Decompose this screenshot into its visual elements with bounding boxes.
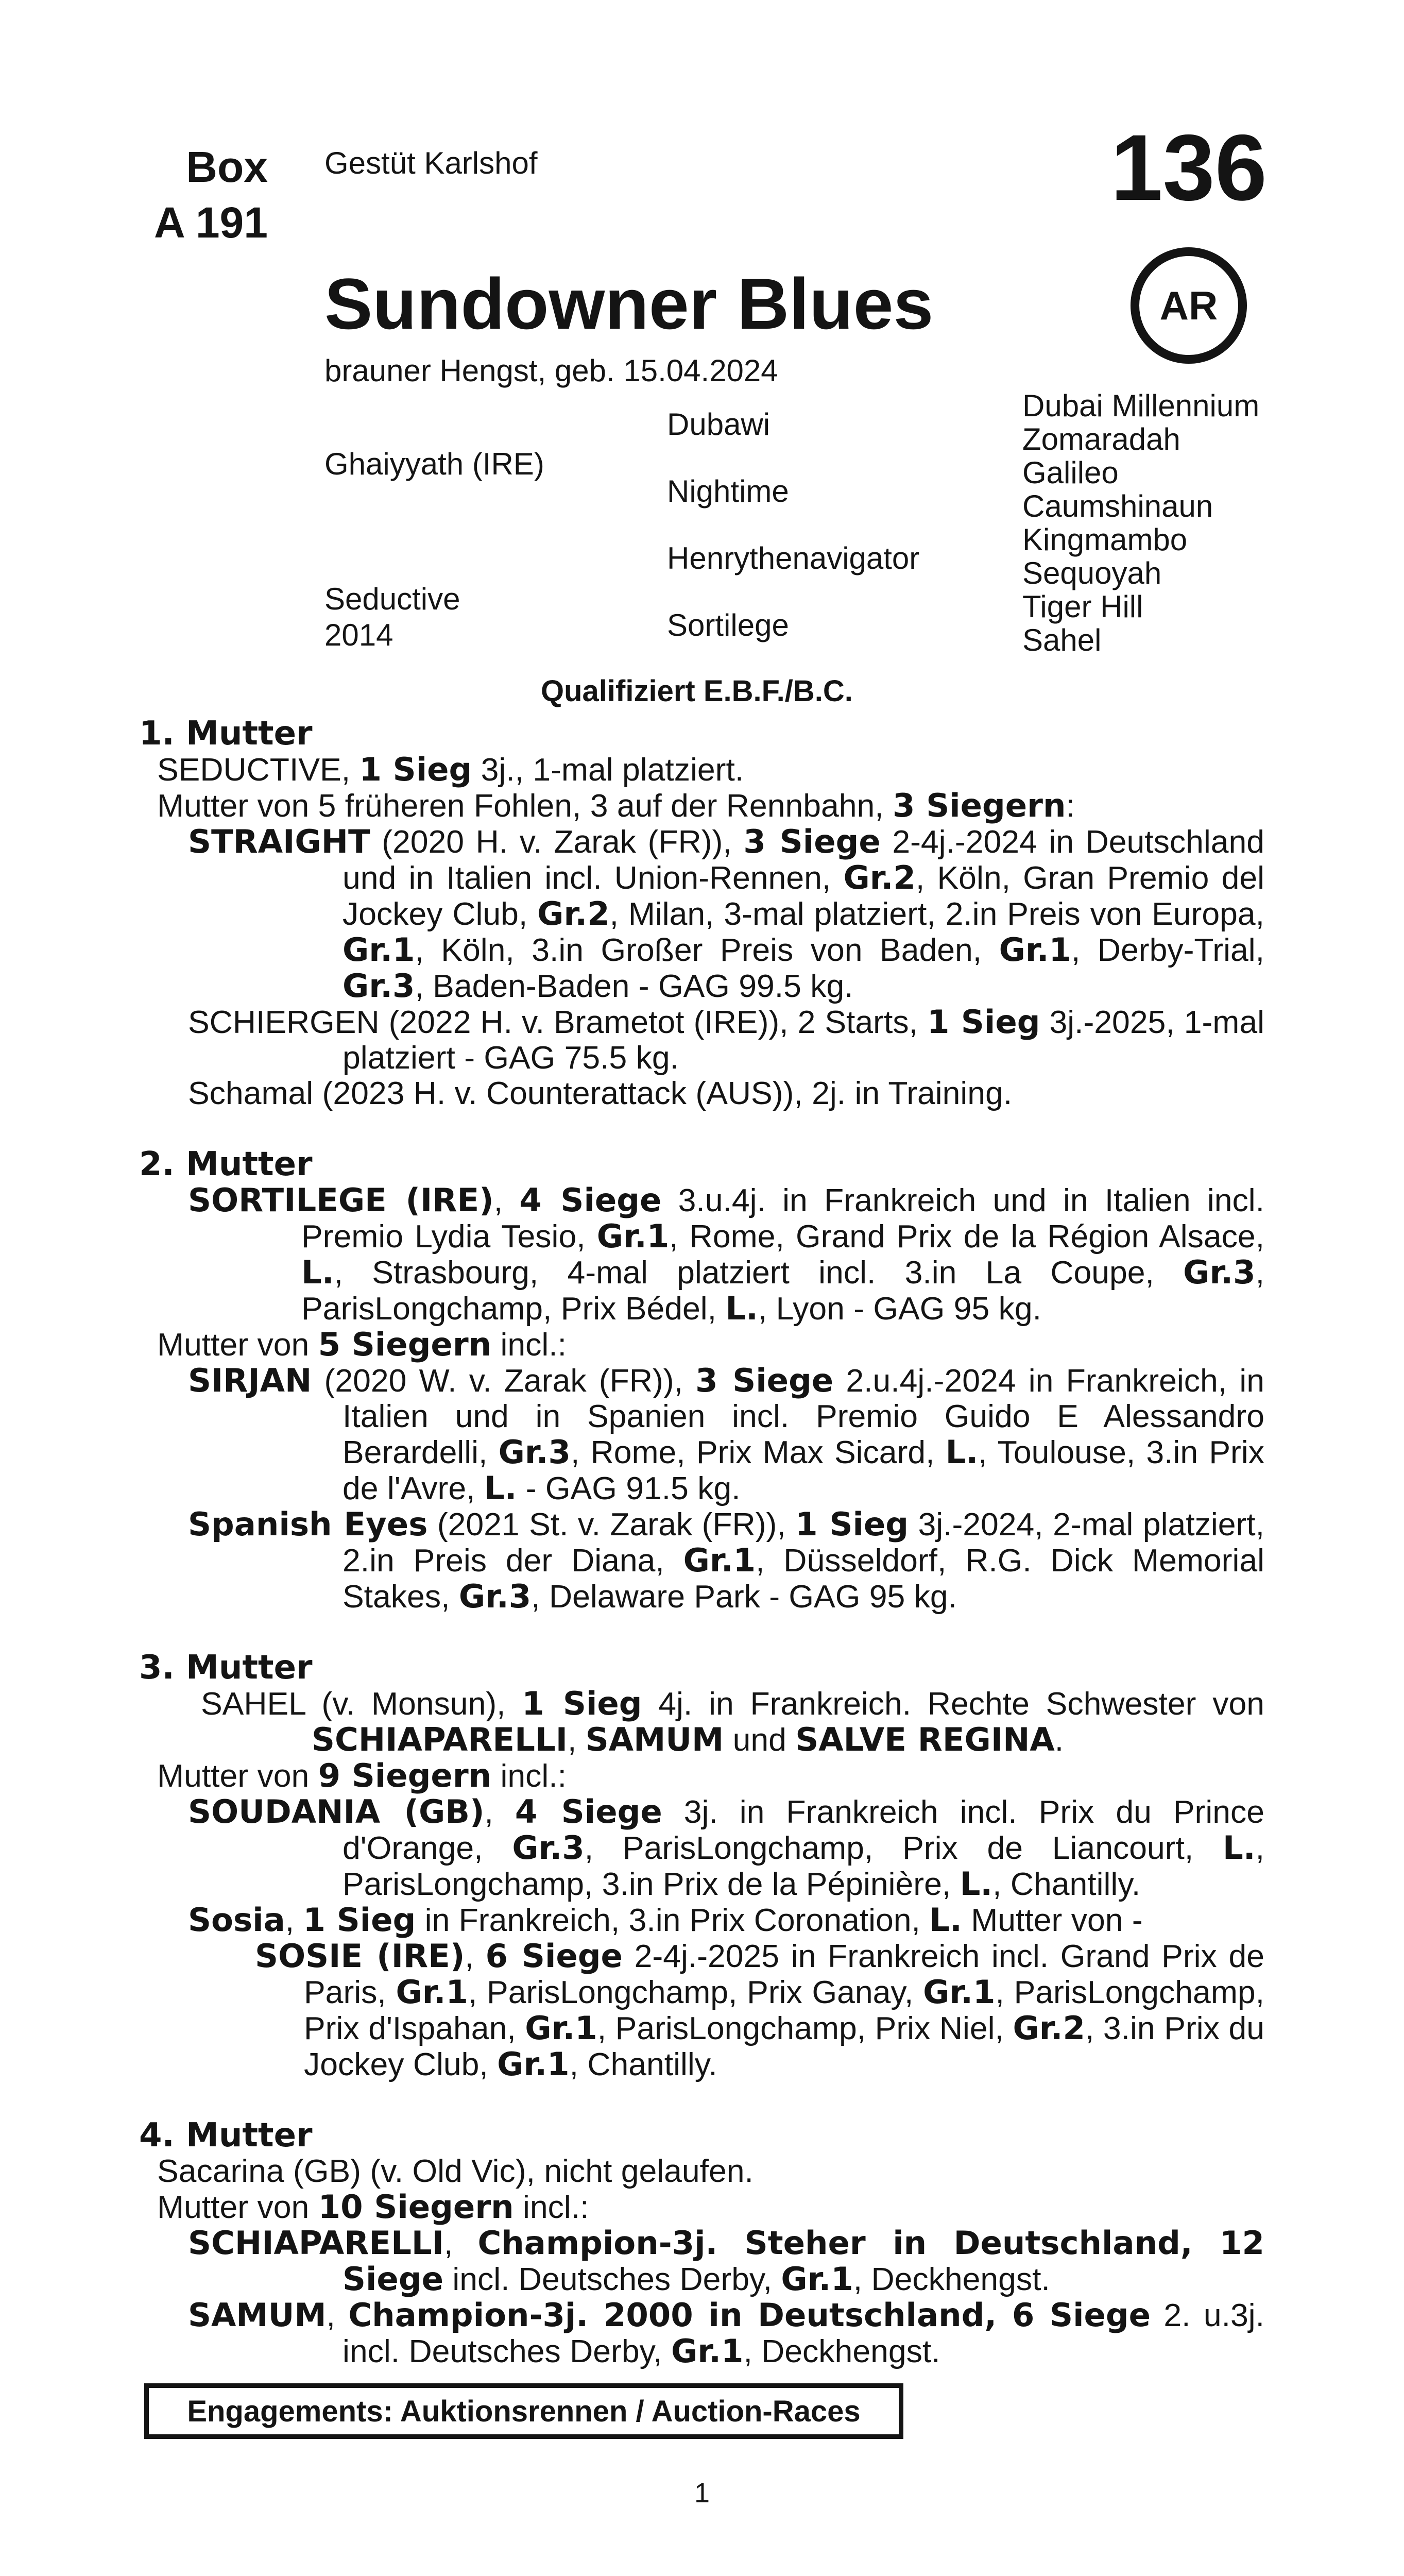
text: , Deckhengst.	[853, 2261, 1050, 2297]
grade: Gr.1	[999, 931, 1072, 969]
horse: SCHIAPARELLI	[188, 2224, 444, 2262]
grade: Gr.1	[343, 931, 415, 969]
pedigree-dam-dam: Sortilege	[667, 608, 789, 642]
grade: Gr.3	[343, 967, 415, 1005]
horse: STRAIGHT	[188, 823, 370, 860]
grade: L.	[725, 1290, 758, 1327]
text: ,	[484, 1794, 515, 1830]
text: (2020 H. v. Zarak (FR)),	[370, 824, 744, 860]
champion-title: Champion-3j. 2000 in Deutschland, 6 Siege	[348, 2296, 1151, 2334]
pedigree-granddam: Nightime	[667, 474, 789, 509]
text: , ParisLongchamp, 3.in Prix de la Pépinière,	[343, 1830, 1264, 1902]
family-text	[139, 716, 1264, 2369]
text: und	[724, 1722, 796, 1758]
text: 2. u.3j. incl. Deutsches Derby,	[343, 2297, 1264, 2369]
text: 3j. in Frankreich incl. Prix du Prince d'Orange,	[343, 1794, 1264, 1866]
text: , ParisLongchamp, Prix de Liancourt,	[584, 1830, 1223, 1866]
grade: Gr.1	[683, 1541, 756, 1579]
text: , Rome, Prix Max Sicard,	[571, 1434, 946, 1470]
text: in Frankreich, 3.in Prix Coronation,	[416, 1902, 930, 1938]
text: , ParisLongchamp, Prix Niel,	[597, 2010, 1013, 2046]
text: 4j. in Frankreich. Rechte Schwester von	[642, 1686, 1264, 1722]
ar-badge: AR	[1131, 247, 1247, 364]
grade: Gr.3	[458, 1578, 532, 1615]
grade: L.	[960, 1865, 993, 1903]
text: ,	[443, 2225, 478, 2261]
breeder: Gestüt Karlshof	[324, 146, 538, 180]
text: SAHEL (v. Monsun),	[201, 1686, 522, 1722]
pedigree-dam: Seductive	[324, 582, 460, 616]
pedigree-grandsire: Dubawi	[667, 407, 771, 442]
section-title-1: 1. Mutter	[139, 715, 313, 753]
text: , Delaware Park - GAG 95 kg.	[531, 1579, 957, 1615]
wins: 3 Siege	[743, 823, 881, 860]
grade: Gr.1	[781, 2260, 853, 2298]
dam-4-line: Sacarina (GB) (v. Old Vic), nicht gelaufen.	[157, 2153, 754, 2189]
ggp-item: Sahel	[1022, 623, 1102, 657]
text: , Lyon - GAG 95 kg.	[758, 1291, 1041, 1327]
text: :	[1066, 788, 1075, 824]
text: , Toulouse, 3.in Prix de l'Avre,	[343, 1434, 1265, 1506]
grade: Gr.2	[1013, 2009, 1085, 2047]
pedigree-great-grandparents	[1022, 389, 1259, 657]
winners: 9 Siegern	[318, 1757, 492, 1794]
text: incl.:	[513, 2189, 589, 2225]
text: , Milan, 3-mal platziert, 2.in Preis von Europa,	[609, 896, 1264, 932]
text: 3j., 1-mal platziert.	[472, 752, 744, 788]
produce-soudania	[139, 1794, 1264, 1902]
text: , Düsseldorf, R.G. Dick Memorial Stakes,	[343, 1543, 1264, 1615]
produce-straight	[139, 824, 1264, 1004]
wins: 4 Siege	[515, 1793, 662, 1831]
horse: SAMUM	[188, 2296, 327, 2334]
winners: 5 Siegern	[318, 1326, 492, 1363]
horse: SAMUM	[585, 1721, 724, 1758]
grade: Gr.1	[497, 2045, 570, 2083]
text: Mutter von -	[962, 1902, 1143, 1938]
produce-intro-1	[139, 788, 1264, 824]
text: , ParisLongchamp, Prix Ganay,	[468, 1974, 923, 2010]
text: ,	[326, 2297, 349, 2333]
text: SEDUCTIVE,	[157, 752, 359, 788]
produce-samum	[139, 2297, 1264, 2369]
text: , Köln, Gran Premio del Jockey Club,	[343, 860, 1264, 932]
ggp-item: Zomaradah	[1022, 422, 1180, 456]
text: , Köln, 3.in Großer Preis von Baden,	[415, 932, 999, 968]
text: , Rome, Grand Prix de la Région Alsace,	[669, 1218, 1264, 1255]
ggp-item: Dubai Millennium	[1022, 388, 1260, 423]
grade: Gr.3	[512, 1829, 585, 1867]
text: SCHIERGEN (2022 H. v. Brametot (IRE)), 2 Starts,	[188, 1004, 927, 1040]
grade: Gr.3	[498, 1433, 571, 1471]
text: Mutter von	[157, 2189, 318, 2225]
text: ,	[285, 1902, 303, 1938]
text: Mutter von	[157, 1758, 318, 1794]
dam-3-line	[139, 1686, 1264, 1758]
text: Mutter von 5 früheren Fohlen, 3 auf der Rennbahn,	[157, 788, 893, 824]
text: 2-4j.-2025 in Frankreich incl. Grand Prix de Paris,	[304, 1938, 1264, 2010]
text: ,	[493, 1182, 520, 1218]
text: (2020 W. v. Zarak (FR)),	[312, 1363, 696, 1399]
text: , Chantilly.	[569, 2046, 717, 2082]
produce-sosie	[139, 1938, 1264, 2082]
wins: 1 Sieg	[927, 1003, 1040, 1041]
wins: 6 Siege	[485, 1937, 623, 1975]
pedigree-sire: Ghaiyyath (IRE)	[324, 447, 544, 481]
text: 3.u.4j. in Frankreich und in Italien incl. Premio Lydia Tesio,	[301, 1182, 1265, 1255]
text: 2.u.4j.-2024 in Frankreich, in Italien und in Spanien incl. Premio Guido E Alessandro Berardelli,	[343, 1363, 1265, 1470]
ggp-item: Galileo	[1022, 455, 1119, 490]
text: .	[1054, 1722, 1064, 1758]
horse-name: Sundowner Blues	[324, 263, 934, 344]
box-label: Box	[186, 143, 268, 191]
dam-2-line	[139, 1182, 1264, 1327]
engagements-box: Engagements: Auktionsrennen / Auction-Races	[144, 2383, 903, 2439]
ggp-item: Caumshinaun	[1022, 489, 1213, 523]
produce-intro-3	[139, 1758, 1264, 1794]
produce-intro-4	[139, 2189, 1264, 2225]
text: incl.:	[491, 1758, 567, 1794]
text: , ParisLongchamp, Prix Bédel,	[301, 1255, 1264, 1327]
text: , Baden-Baden - GAG 99.5 kg.	[415, 968, 853, 1004]
horse: SORTILEGE (IRE)	[188, 1181, 494, 1219]
grade: Gr.1	[923, 1973, 996, 2011]
grade: L.	[945, 1433, 979, 1471]
text: incl. Deutsches Derby,	[443, 2261, 781, 2297]
dam-1-line	[139, 752, 1264, 788]
produce-schiergen	[139, 1004, 1264, 1076]
horse: Spanish Eyes	[188, 1505, 428, 1543]
section-title-3: 3. Mutter	[139, 1649, 313, 1687]
horse: SOSIE (IRE)	[255, 1937, 465, 1975]
grade: Gr.1	[596, 1217, 670, 1255]
page-number: 1	[694, 2478, 710, 2509]
ggp-item: Sequoyah	[1022, 556, 1162, 590]
text: ,	[567, 1722, 586, 1758]
qualification: Qualifiziert E.B.F./B.C.	[541, 674, 853, 708]
horse: SOUDANIA (GB)	[188, 1793, 485, 1831]
horse-description: brauner Hengst, geb. 15.04.2024	[324, 353, 778, 388]
grade: Gr.3	[1183, 1253, 1256, 1291]
section-title-2: 2. Mutter	[139, 1145, 313, 1183]
text: , ParisLongchamp, Prix d'Ispahan,	[304, 1974, 1265, 2046]
text: , 3.in Prix du Jockey Club,	[304, 2010, 1264, 2082]
box-value: A 191	[153, 198, 268, 247]
text: , Strasbourg, 4-mal platziert incl. 3.in La Coupe,	[334, 1255, 1184, 1291]
grade: Gr.1	[671, 2332, 744, 2370]
text: Mutter von	[157, 1327, 318, 1363]
wins: 1 Sieg	[795, 1505, 909, 1543]
grade: Gr.1	[525, 2009, 597, 2047]
horse: SCHIAPARELLI	[312, 1721, 568, 1758]
pedigree-dam-sire: Henrythenavigator	[667, 541, 920, 575]
wins: 4 Siege	[519, 1181, 662, 1219]
text: 3j.-2024, 2-mal platziert, 2.in Preis der Diana,	[343, 1506, 1265, 1579]
text: - GAG 91.5 kg.	[517, 1470, 741, 1506]
wins: 1 Sieg	[522, 1685, 642, 1722]
ggp-item: Tiger Hill	[1022, 589, 1143, 624]
text: , Chantilly.	[992, 1866, 1141, 1902]
grade: Gr.2	[843, 859, 916, 896]
produce-sirjan	[139, 1363, 1264, 1506]
lot-number: 136	[1110, 115, 1267, 220]
produce-sosia	[139, 1902, 1264, 1938]
produce-schiaparelli	[139, 2225, 1264, 2297]
horse: Sosia	[188, 1901, 285, 1939]
wins: 3 Siege	[695, 1362, 834, 1399]
wins: 1 Sieg	[303, 1901, 416, 1939]
text: , Deckhengst.	[743, 2333, 940, 2369]
pedigree-dam-year: 2014	[324, 618, 393, 652]
grade: L.	[929, 1901, 962, 1939]
champion-title: Champion-3j. Steher in Deutschland, 12 Siege	[343, 2224, 1264, 2298]
produce-intro-2	[139, 1327, 1264, 1363]
horse: SIRJAN	[188, 1362, 312, 1399]
winners: 10 Siegern	[318, 2188, 514, 2226]
wins: 1 Sieg	[359, 751, 472, 788]
section-title-4: 4. Mutter	[139, 2116, 313, 2155]
text: 2-4j.-2024 in Deutschland und in Italien incl. Union-Rennen,	[343, 824, 1265, 896]
ggp-item: Kingmambo	[1022, 522, 1188, 557]
grade: L.	[1223, 1829, 1256, 1867]
text: (2021 St. v. Zarak (FR)),	[427, 1506, 796, 1543]
text: 3j.-2025, 1-mal platziert - GAG 75.5 kg.	[343, 1004, 1264, 1076]
produce-schamal: Schamal (2023 H. v. Counterattack (AUS)), 2j. in Training.	[188, 1075, 1013, 1111]
text: , Derby-Trial,	[1071, 932, 1264, 968]
grade: L.	[301, 1253, 334, 1291]
winners: 3 Siegern	[892, 787, 1066, 824]
text: incl.:	[491, 1327, 567, 1363]
grade: Gr.1	[396, 1973, 468, 2011]
grade: Gr.2	[537, 895, 610, 933]
text: ,	[465, 1938, 486, 1974]
box-number	[124, 139, 268, 250]
produce-spanish-eyes	[139, 1506, 1264, 1615]
grade: L.	[484, 1469, 517, 1507]
horse: SALVE REGINA	[795, 1721, 1055, 1758]
